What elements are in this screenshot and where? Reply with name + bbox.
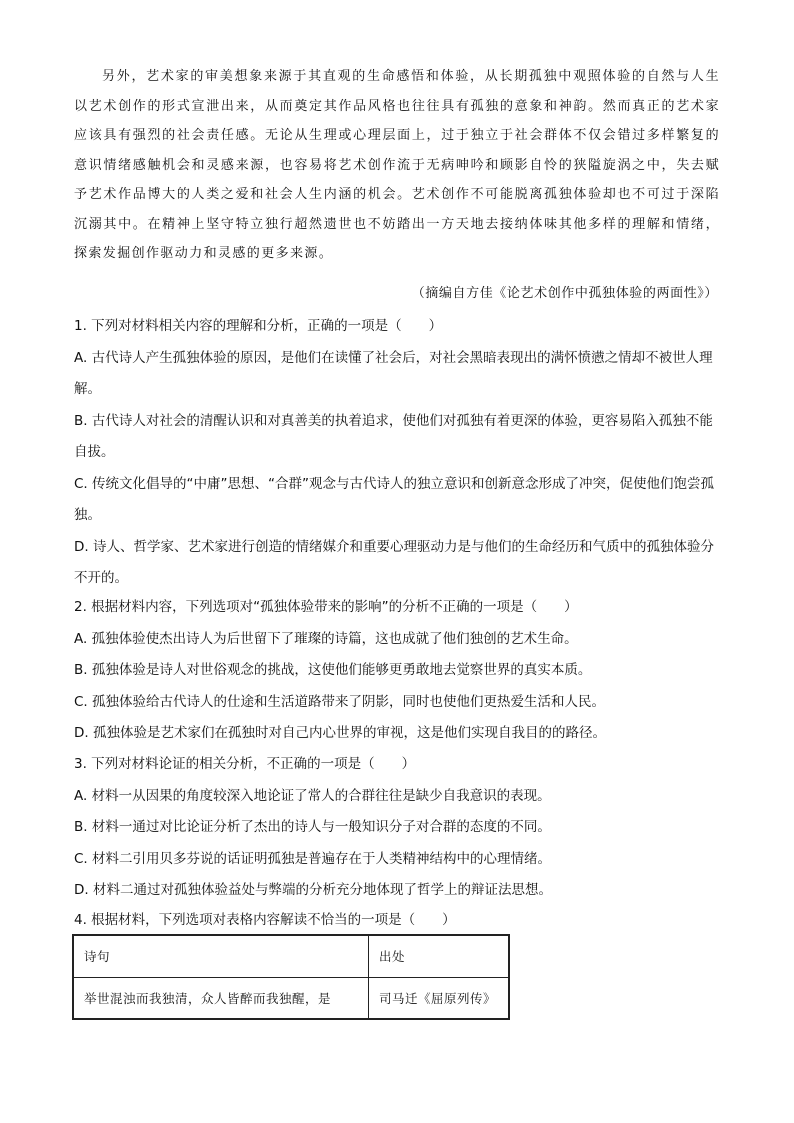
table-row (74, 977, 509, 1019)
option-c: C. 材料二引用贝多芬说的话证明孤独是普遍存在于人类精神结构中的心理情绪。 (74, 850, 552, 867)
option-a: A. 古代诗人产生孤独体验的原因，是他们在读懂了社会后，对社会黑暗表现出的满怀愤懑之情却不被世人理解。 (74, 349, 713, 397)
table-header-cell: 诗句 (74, 936, 369, 978)
passage-paragraph: 另外，艺术家的审美想象来源于其直观的生命感悟和体验，从长期孤独中观照体验的自然与人生以艺术创作的形式宣泄出来，从而奠定其作品风格也往往具有孤独的意象和神韵。然而真正的艺术家应该具有强烈的社会责任感。无论从生理或心理层面上，过于独立于社会群体不仅会错过多样繁复的意识情绪感触机会和灵感来源，也容易将艺术创作流于无病呻吟和顾影自怜的狭隘旋涡之中，失去赋予艺术作品博大的人类之爱和社会人生内涵的机会。艺术创作不可能脱离孤独体验却也不可过于深陷沉溺其中。在精神上坚守特立独行超然遗世也不妨踏出一方天地去接纳体味其他多样的理解和情绪，探索发掘创作驱动力和灵感的更多来源。 (74, 69, 720, 261)
table-header-cell: 出处 (369, 936, 509, 978)
question-stem: 1. 下列对材料相关内容的理解和分析，正确的一项是（ ） (74, 318, 443, 334)
option-a: A. 孤独体验使杰出诗人为后世留下了璀璨的诗篇，这也成就了他们独创的艺术生命。 (74, 630, 578, 647)
option-d: D. 孤独体验是艺术家们在孤独时对自己内心世界的审视，这是他们实现自我目的的路径。 (74, 725, 606, 741)
question-1 (74, 311, 718, 595)
question-4 (74, 905, 718, 937)
option-c: C. 传统文化倡导的“中庸”思想、“合群”观念与古代诗人的独立意识和创新意念形成了冲突，促使他们饱尝孤独。 (74, 475, 714, 523)
question-3 (74, 749, 718, 907)
poem-table (72, 934, 510, 1020)
option-a: A. 材料一从因果的角度较深入地论证了常人的合群往往是缺少自我意识的表现。 (74, 787, 551, 804)
question-stem: 2. 根据材料内容，下列选项对“孤独体验带来的影响”的分析不正确的一项是（ ） (74, 599, 578, 615)
option-b: B. 材料一通过对比论证分析了杰出的诗人与一般知识分子对合群的态度的不同。 (74, 819, 551, 835)
option-c: C. 孤独体验给古代诗人的仕途和生活道路带来了阴影，同时也使他们更热爱生活和人民。 (74, 693, 606, 710)
option-d: D. 诗人、哲学家、艺术家进行创造的情绪媒介和重要心理驱动力是与他们的生命经历和气质中的孤独体验分不开的。 (74, 538, 714, 586)
option-b: B. 古代诗人对社会的清醒认识和对真善美的执着追求，使他们对孤独有着更深的体验，更容易陷入孤独不能自拔。 (74, 412, 713, 460)
source-citation: （摘编自方佳《论艺术创作中孤独体验的两面性》） (411, 286, 718, 301)
table-cell: 司马迁《屈原列传》 (369, 977, 509, 1019)
option-b: B. 孤独体验是诗人对世俗观念的挑战，这使他们能够更勇敢地去觉察世界的真实本质。 (74, 662, 592, 678)
option-d: D. 材料二通过对孤独体验益处与弊端的分析充分地体现了哲学上的辩证法思想。 (74, 882, 552, 898)
question-stem: 4. 根据材料，下列选项对表格内容解读不恰当的一项是（ ） (74, 912, 456, 928)
table-cell: 举世混浊而我独清，众人皆醉而我独醒，是 (74, 977, 369, 1019)
table-header-row (74, 936, 509, 978)
question-2 (74, 592, 718, 750)
question-stem: 3. 下列对材料论证的相关分析，不正确的一项是（ ） (74, 756, 416, 772)
